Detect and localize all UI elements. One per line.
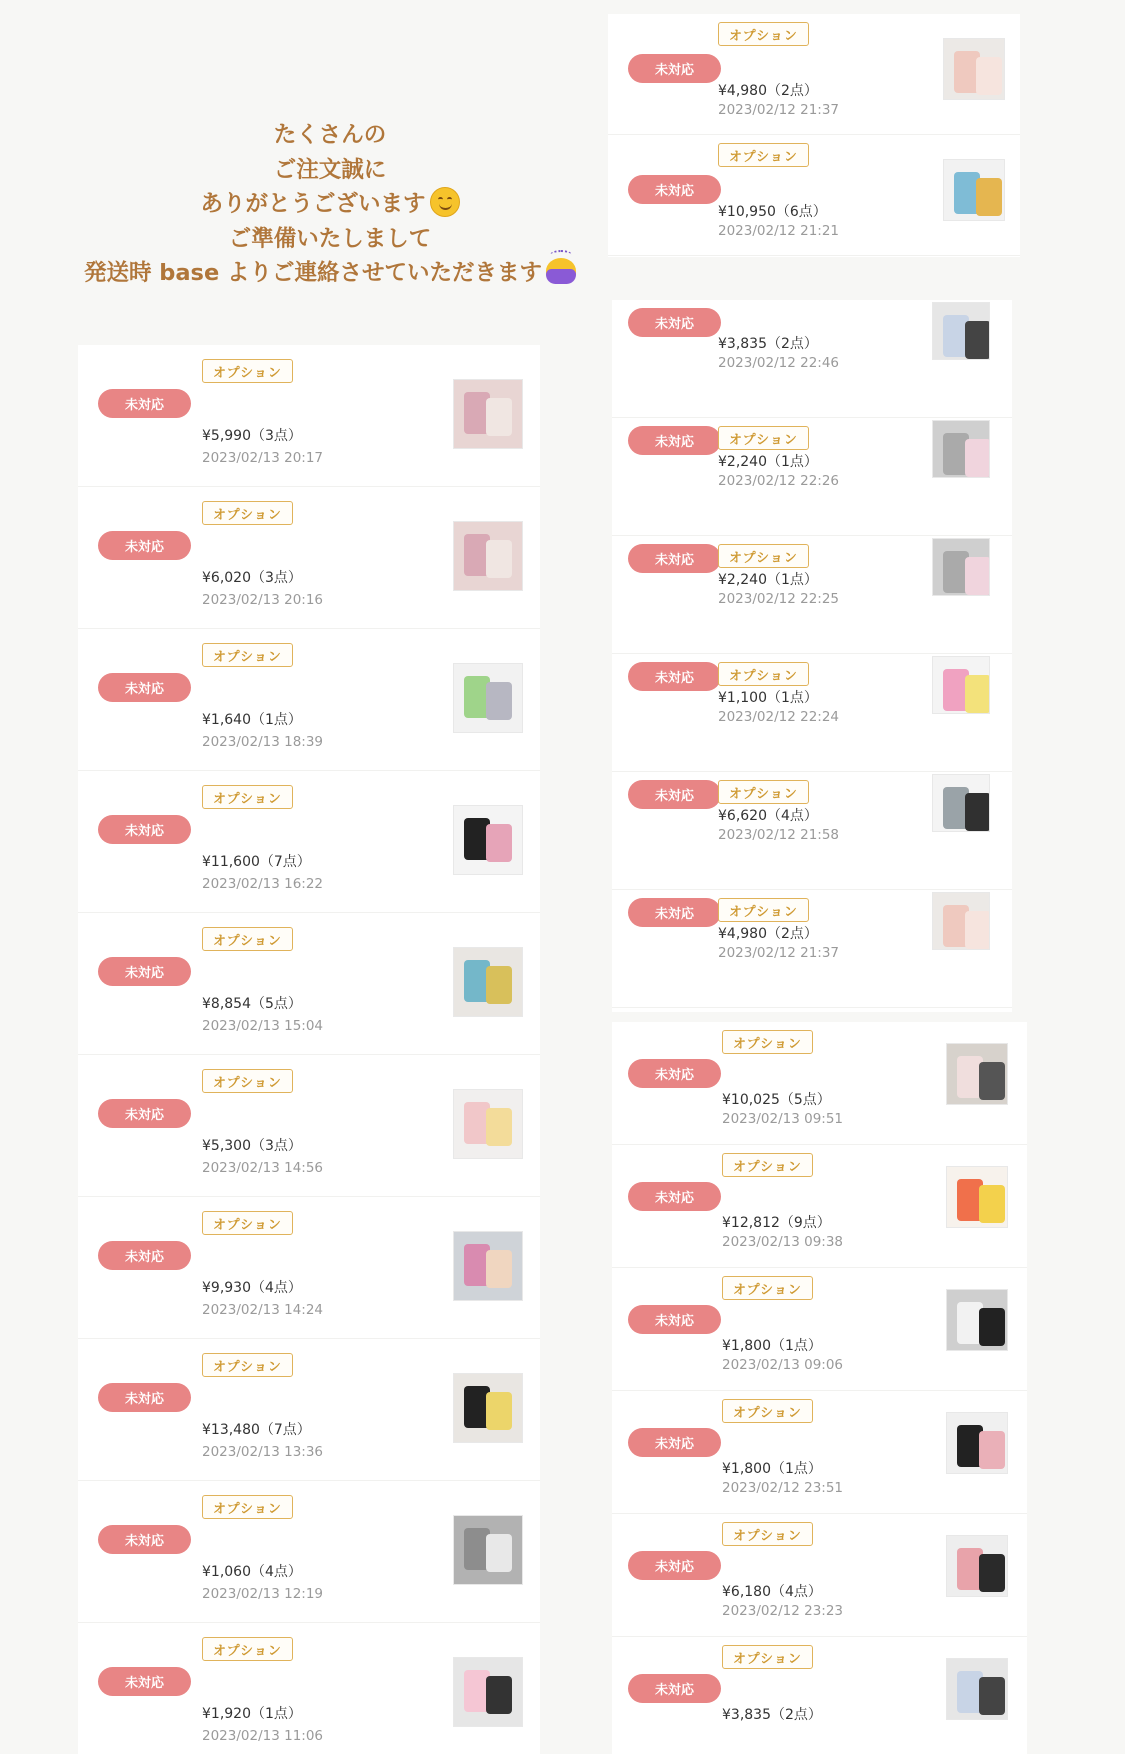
status-badge[interactable]: 未対応 [628, 1551, 721, 1580]
option-tag[interactable]: オプション [718, 780, 809, 804]
option-tag[interactable]: オプション [718, 662, 809, 686]
order-card[interactable] [78, 1055, 540, 1197]
status-badge[interactable]: 未対応 [628, 426, 721, 455]
option-tag[interactable]: オプション [718, 898, 809, 922]
product-thumbnail[interactable] [946, 1043, 1008, 1105]
order-price: ¥3,835（2点） [718, 336, 818, 352]
order-date: 2023/02/13 20:17 [202, 450, 324, 466]
product-thumbnail[interactable] [943, 159, 1005, 221]
status-badge[interactable]: 未対応 [98, 1383, 191, 1412]
order-price: ¥1,640（1点） [202, 712, 302, 728]
smile-emoji-icon [430, 187, 460, 217]
message-line-1: たくさんの [273, 122, 387, 148]
order-card[interactable] [612, 772, 1012, 890]
right-order-list [612, 300, 1012, 1012]
order-card[interactable] [608, 135, 1020, 256]
option-tag[interactable]: オプション [722, 1399, 813, 1423]
option-tag[interactable]: オプション [202, 1495, 293, 1519]
order-date: 2023/02/13 09:06 [722, 1357, 844, 1373]
order-date: 2023/02/12 22:25 [718, 591, 840, 607]
product-thumbnail[interactable] [932, 656, 990, 714]
order-date: 2023/02/13 16:22 [202, 876, 324, 892]
order-price: ¥10,950（6点） [718, 204, 827, 220]
status-badge[interactable]: 未対応 [98, 1525, 191, 1554]
order-card[interactable] [78, 1481, 540, 1623]
option-tag[interactable]: オプション [722, 1276, 813, 1300]
message-line-3-text: ありがとうございます [200, 191, 426, 217]
order-price: ¥1,060（4点） [202, 1564, 302, 1580]
option-tag[interactable]: オプション [202, 501, 293, 525]
status-badge[interactable]: 未対応 [98, 815, 191, 844]
order-card[interactable] [612, 1514, 1027, 1637]
order-card[interactable] [78, 913, 540, 1055]
option-tag[interactable]: オプション [718, 544, 809, 568]
product-thumbnail[interactable] [946, 1289, 1008, 1351]
option-tag[interactable]: オプション [202, 785, 293, 809]
product-thumbnail[interactable] [932, 774, 990, 832]
order-price: ¥9,930（4点） [202, 1280, 302, 1296]
order-date: 2023/02/13 20:16 [202, 592, 324, 608]
order-price: ¥1,800（1点） [722, 1338, 822, 1354]
product-thumbnail[interactable] [932, 538, 990, 596]
message-line-5-text: 発送時 base よりご連絡させていただきます [83, 260, 543, 286]
order-date: 2023/02/13 11:06 [202, 1728, 324, 1744]
order-price: ¥1,800（1点） [722, 1461, 822, 1477]
order-price: ¥4,980（2点） [718, 83, 818, 99]
order-card[interactable] [608, 14, 1020, 135]
status-badge[interactable]: 未対応 [98, 957, 191, 986]
order-card[interactable] [612, 1637, 1027, 1754]
status-badge[interactable]: 未対応 [98, 531, 191, 560]
order-card[interactable] [612, 1268, 1027, 1391]
status-badge[interactable]: 未対応 [628, 175, 721, 204]
status-badge[interactable]: 未対応 [628, 1305, 721, 1334]
status-badge[interactable]: 未対応 [98, 1667, 191, 1696]
order-date: 2023/02/13 15:04 [202, 1018, 324, 1034]
order-date: 2023/02/12 21:37 [718, 102, 840, 118]
order-price: ¥1,100（1点） [718, 690, 818, 706]
product-thumbnail[interactable] [453, 805, 523, 875]
order-price: ¥5,990（3点） [202, 428, 302, 444]
option-tag[interactable]: オプション [202, 643, 293, 667]
order-card[interactable] [612, 890, 1012, 1008]
order-date: 2023/02/12 21:21 [718, 223, 840, 239]
right-top-order-list [608, 14, 1020, 257]
status-badge[interactable]: 未対応 [628, 1059, 721, 1088]
product-thumbnail[interactable] [453, 1089, 523, 1159]
order-date: 2023/02/13 14:56 [202, 1160, 324, 1176]
order-card[interactable] [78, 771, 540, 913]
option-tag[interactable]: オプション [202, 927, 293, 951]
product-thumbnail[interactable] [932, 302, 990, 360]
order-card[interactable] [78, 345, 540, 487]
order-card[interactable] [78, 1339, 540, 1481]
order-date: 2023/02/12 22:46 [718, 355, 840, 371]
order-price: ¥1,920（1点） [202, 1706, 302, 1722]
product-thumbnail[interactable] [453, 1231, 523, 1301]
option-tag[interactable]: オプション [202, 1637, 293, 1661]
product-thumbnail[interactable] [946, 1535, 1008, 1597]
message-line-2: ご注文誠に [273, 156, 387, 183]
option-tag[interactable]: オプション [202, 1069, 293, 1093]
status-badge[interactable]: 未対応 [98, 389, 191, 418]
order-card[interactable] [612, 654, 1012, 772]
order-price: ¥8,854（5点） [202, 996, 302, 1012]
order-price: ¥2,240（1点） [718, 454, 818, 470]
product-thumbnail[interactable] [453, 521, 523, 591]
order-date: 2023/02/12 22:26 [718, 473, 840, 489]
order-price: ¥5,300（3点） [202, 1138, 302, 1154]
status-badge[interactable]: 未対応 [628, 780, 721, 809]
option-tag[interactable]: オプション [722, 1645, 813, 1669]
order-card[interactable] [612, 1022, 1027, 1145]
product-thumbnail[interactable] [453, 1657, 523, 1727]
message-line-4: ご準備いたしまして [228, 225, 432, 252]
thank-you-message [40, 118, 620, 291]
order-card[interactable] [78, 1197, 540, 1339]
order-card[interactable] [612, 418, 1012, 536]
product-thumbnail[interactable] [946, 1166, 1008, 1228]
order-price: ¥12,812（9点） [722, 1215, 831, 1231]
order-card[interactable] [78, 487, 540, 629]
status-badge[interactable]: 未対応 [628, 898, 721, 927]
product-thumbnail[interactable] [453, 663, 523, 733]
product-thumbnail[interactable] [932, 892, 990, 950]
status-badge[interactable]: 未対応 [628, 1428, 721, 1457]
option-tag[interactable]: オプション [722, 1153, 813, 1177]
order-date: 2023/02/13 09:38 [722, 1234, 844, 1250]
order-card[interactable] [78, 629, 540, 771]
left-order-list [78, 345, 540, 1754]
order-date: 2023/02/13 12:19 [202, 1586, 324, 1602]
order-date: 2023/02/12 22:24 [718, 709, 840, 725]
option-tag[interactable]: オプション [722, 1522, 813, 1546]
order-date: 2023/02/12 21:58 [718, 827, 840, 843]
order-price: ¥2,240（1点） [718, 572, 818, 588]
option-tag[interactable]: オプション [202, 1211, 293, 1235]
order-price: ¥11,600（7点） [202, 854, 311, 870]
bowing-person-emoji-icon [546, 258, 576, 284]
order-date: 2023/02/12 23:51 [722, 1480, 844, 1496]
product-thumbnail[interactable] [946, 1412, 1008, 1474]
product-thumbnail[interactable] [453, 379, 523, 449]
message-line-5 [40, 256, 620, 291]
product-thumbnail[interactable] [453, 947, 523, 1017]
order-price: ¥4,980（2点） [718, 926, 818, 942]
order-date: 2023/02/13 14:24 [202, 1302, 324, 1318]
product-thumbnail[interactable] [453, 1373, 523, 1443]
status-badge[interactable]: 未対応 [628, 308, 721, 337]
order-date: 2023/02/13 18:39 [202, 734, 324, 750]
status-badge[interactable]: 未対応 [98, 1241, 191, 1270]
option-tag[interactable]: オプション [718, 143, 809, 167]
order-card[interactable] [78, 1623, 540, 1754]
status-badge[interactable]: 未対応 [98, 673, 191, 702]
order-card[interactable] [612, 536, 1012, 654]
status-badge[interactable]: 未対応 [628, 54, 721, 83]
option-tag[interactable]: オプション [202, 359, 293, 383]
product-thumbnail[interactable] [453, 1515, 523, 1585]
order-price: ¥6,020（3点） [202, 570, 302, 586]
product-thumbnail[interactable] [932, 420, 990, 478]
option-tag[interactable]: オプション [722, 1030, 813, 1054]
order-date: 2023/02/13 09:51 [722, 1111, 844, 1127]
product-thumbnail[interactable] [946, 1658, 1008, 1720]
order-price: ¥10,025（5点） [722, 1092, 831, 1108]
product-thumbnail[interactable] [943, 38, 1005, 100]
order-price: ¥6,620（4点） [718, 808, 818, 824]
order-price: ¥6,180（4点） [722, 1584, 822, 1600]
status-badge[interactable]: 未対応 [628, 662, 721, 691]
order-date: 2023/02/12 21:37 [718, 945, 840, 961]
status-badge[interactable]: 未対応 [628, 544, 721, 573]
order-card[interactable] [612, 1145, 1027, 1268]
message-line-3 [40, 187, 620, 222]
order-date: 2023/02/12 23:23 [722, 1603, 844, 1619]
status-badge[interactable]: 未対応 [628, 1674, 721, 1703]
status-badge[interactable]: 未対応 [628, 1182, 721, 1211]
order-price: ¥3,835（2点） [722, 1707, 822, 1723]
status-badge[interactable]: 未対応 [98, 1099, 191, 1128]
order-date: 2023/02/13 13:36 [202, 1444, 324, 1460]
right-bottom-order-list [612, 1022, 1027, 1754]
order-card[interactable] [612, 1391, 1027, 1514]
order-card[interactable] [612, 300, 1012, 418]
option-tag[interactable]: オプション [718, 22, 809, 46]
option-tag[interactable]: オプション [718, 426, 809, 450]
order-price: ¥13,480（7点） [202, 1422, 311, 1438]
option-tag[interactable]: オプション [202, 1353, 293, 1377]
